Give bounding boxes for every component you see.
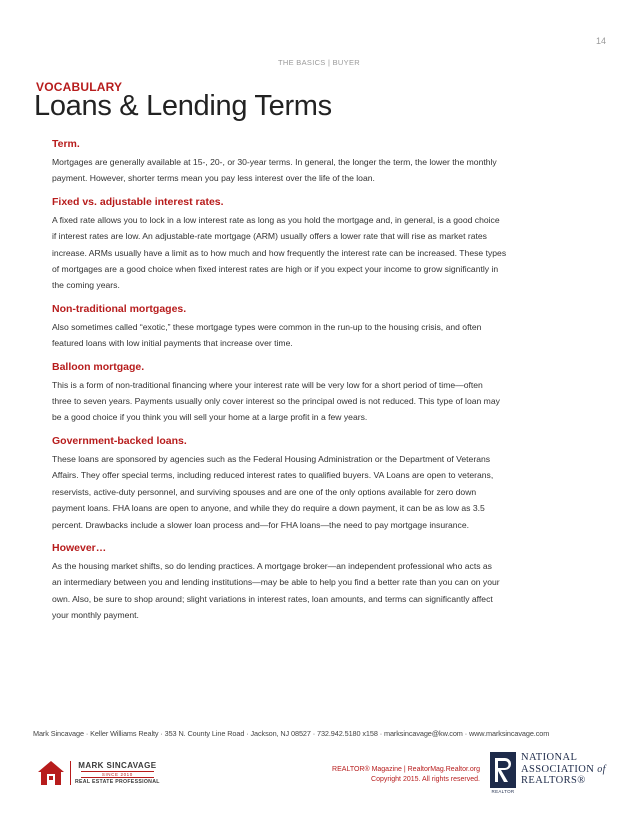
nar-of: of: [597, 763, 606, 775]
nar-logo: [490, 752, 612, 796]
term-description-line: reservists, active-duty personnel, and surviving spouses and are one of the only options available for zero down: [52, 486, 477, 497]
term-description-line: your monthly payment.: [52, 610, 139, 621]
nar-line-3: REALTORS®: [521, 775, 586, 786]
term-description: [52, 154, 572, 187]
term-section: [52, 303, 572, 352]
term-section: [52, 361, 572, 426]
copyright-notice: Copyright 2015. All rights reserved.: [371, 776, 480, 783]
term-description-line: As the housing market shifts, so do lending practices. A mortgage broker—an independent professional who acts as: [52, 560, 492, 571]
term-heading: Fixed vs. adjustable interest rates.: [52, 195, 224, 208]
copyright-source: REALTOR® Magazine | RealtorMag.Realtor.org: [332, 766, 480, 773]
term-heading: Term.: [52, 138, 80, 150]
term-description-line: three to seven years. Payments usually only cover interest so the principal owed is not reduced. This type of loan may: [52, 396, 500, 407]
term-heading: However…: [52, 541, 107, 554]
term-description-line: These loans are sponsored by agencies such as the Federal Housing Administration or the Department of Veterans: [52, 453, 491, 464]
logo-name: MARK SINCAVAGE: [78, 761, 157, 770]
logo-tagline: REAL ESTATE PROFESSIONAL: [75, 779, 160, 785]
term-description-line: A fixed rate allows you to lock in a low interest rate as long as you hold the mortgage and, in general, is a good choice: [52, 214, 500, 225]
term-description-line: an intermediary between you and lending institutions—may be able to help you find a better rate than you can on your: [52, 577, 500, 588]
term-heading: Non-traditional mortgages.: [52, 302, 187, 315]
term-section: [52, 138, 572, 187]
realtor-mark-label: REALTOR: [491, 789, 515, 794]
term-description-line: payment loans. FHA loans are open to anyone, and while they do require a down payment, it can be as low as 3.5: [52, 503, 485, 514]
nar-wordmark: [521, 752, 606, 787]
term-section: [52, 542, 572, 624]
page-title: Loans & Lending Terms: [34, 90, 332, 122]
agent-contact-line: Mark Sincavage · Keller Williams Realty · 353 N. County Line Road · Jackson, NJ 08527 · 732.942.5180 x158 · marksincavage@kw.com · www.marksincavage.com: [33, 729, 550, 738]
term-description: [52, 212, 572, 294]
nar-line-1: NATIONAL: [521, 752, 578, 763]
realtor-r-icon: [490, 752, 516, 796]
term-description: [52, 319, 572, 352]
logo-since: SINCE 2010: [81, 771, 154, 778]
terms-list: [52, 138, 572, 633]
term-description-line: percent. Drawbacks include a slower loan process and—for FHA loans—the need to pay mortgage insurance.: [52, 519, 470, 530]
term-description-line: payment. However, shorter terms mean you pay less interest over the life of the loan.: [52, 173, 375, 184]
term-description-line: featured loans with low initial payments that increase over time.: [52, 338, 293, 349]
term-heading: Government-backed loans.: [52, 434, 187, 447]
term-heading: Balloon mortgage.: [52, 360, 145, 373]
nar-line-2: ASSOCIATION: [521, 763, 595, 775]
term-section: [52, 196, 572, 294]
term-description-line: own. Also, be sure to shop around; slight variations in interest rates, loan amounts, and terms can significantly affect: [52, 593, 493, 604]
agent-brand-logo: [36, 756, 162, 790]
term-description: [52, 451, 572, 533]
term-description-line: Also sometimes called “exotic,” these mortgage types were common in the run-up to the housing crisis, and often: [52, 321, 482, 332]
term-section: [52, 435, 572, 533]
term-description-line: if interest rates are low. An adjustable-rate mortgage (ARM) usually offers a lower rate that will rise as market rates: [52, 231, 487, 242]
term-description-line: be a good choice if you think you will sell your home at a large profit in a few years.: [52, 412, 368, 423]
term-description: [52, 558, 572, 624]
copyright-block: [332, 765, 480, 785]
term-description-line: Mortgages are generally available at 15-, 20-, or 30-year terms. In general, the longer the term, the lower the monthly: [52, 157, 497, 167]
section-eyebrow: VOCABULARY: [36, 80, 123, 94]
term-description-line: Affairs. They offer special terms, including reduced interest rates to qualified buyers. VA Loans are open to veterans,: [52, 470, 494, 481]
term-description-line: the coming years.: [52, 280, 120, 291]
term-description-line: of mortgages are a good choice when fixed interest rates are high or if you expect your income to grow significantly in: [52, 264, 499, 275]
term-description-line: This is a form of non-traditional financing where your interest rate will be very low for a short period of time—often: [52, 379, 483, 390]
house-icon: [36, 758, 66, 788]
logo-wordmark: [70, 761, 160, 785]
term-description-line: increase. ARMs usually have a limit as to how much and how frequently the interest rate can be increased. These types: [52, 247, 507, 258]
running-header: THE BASICS | BUYER: [278, 58, 360, 67]
page-number: 14: [595, 36, 606, 46]
term-description: [52, 377, 572, 426]
